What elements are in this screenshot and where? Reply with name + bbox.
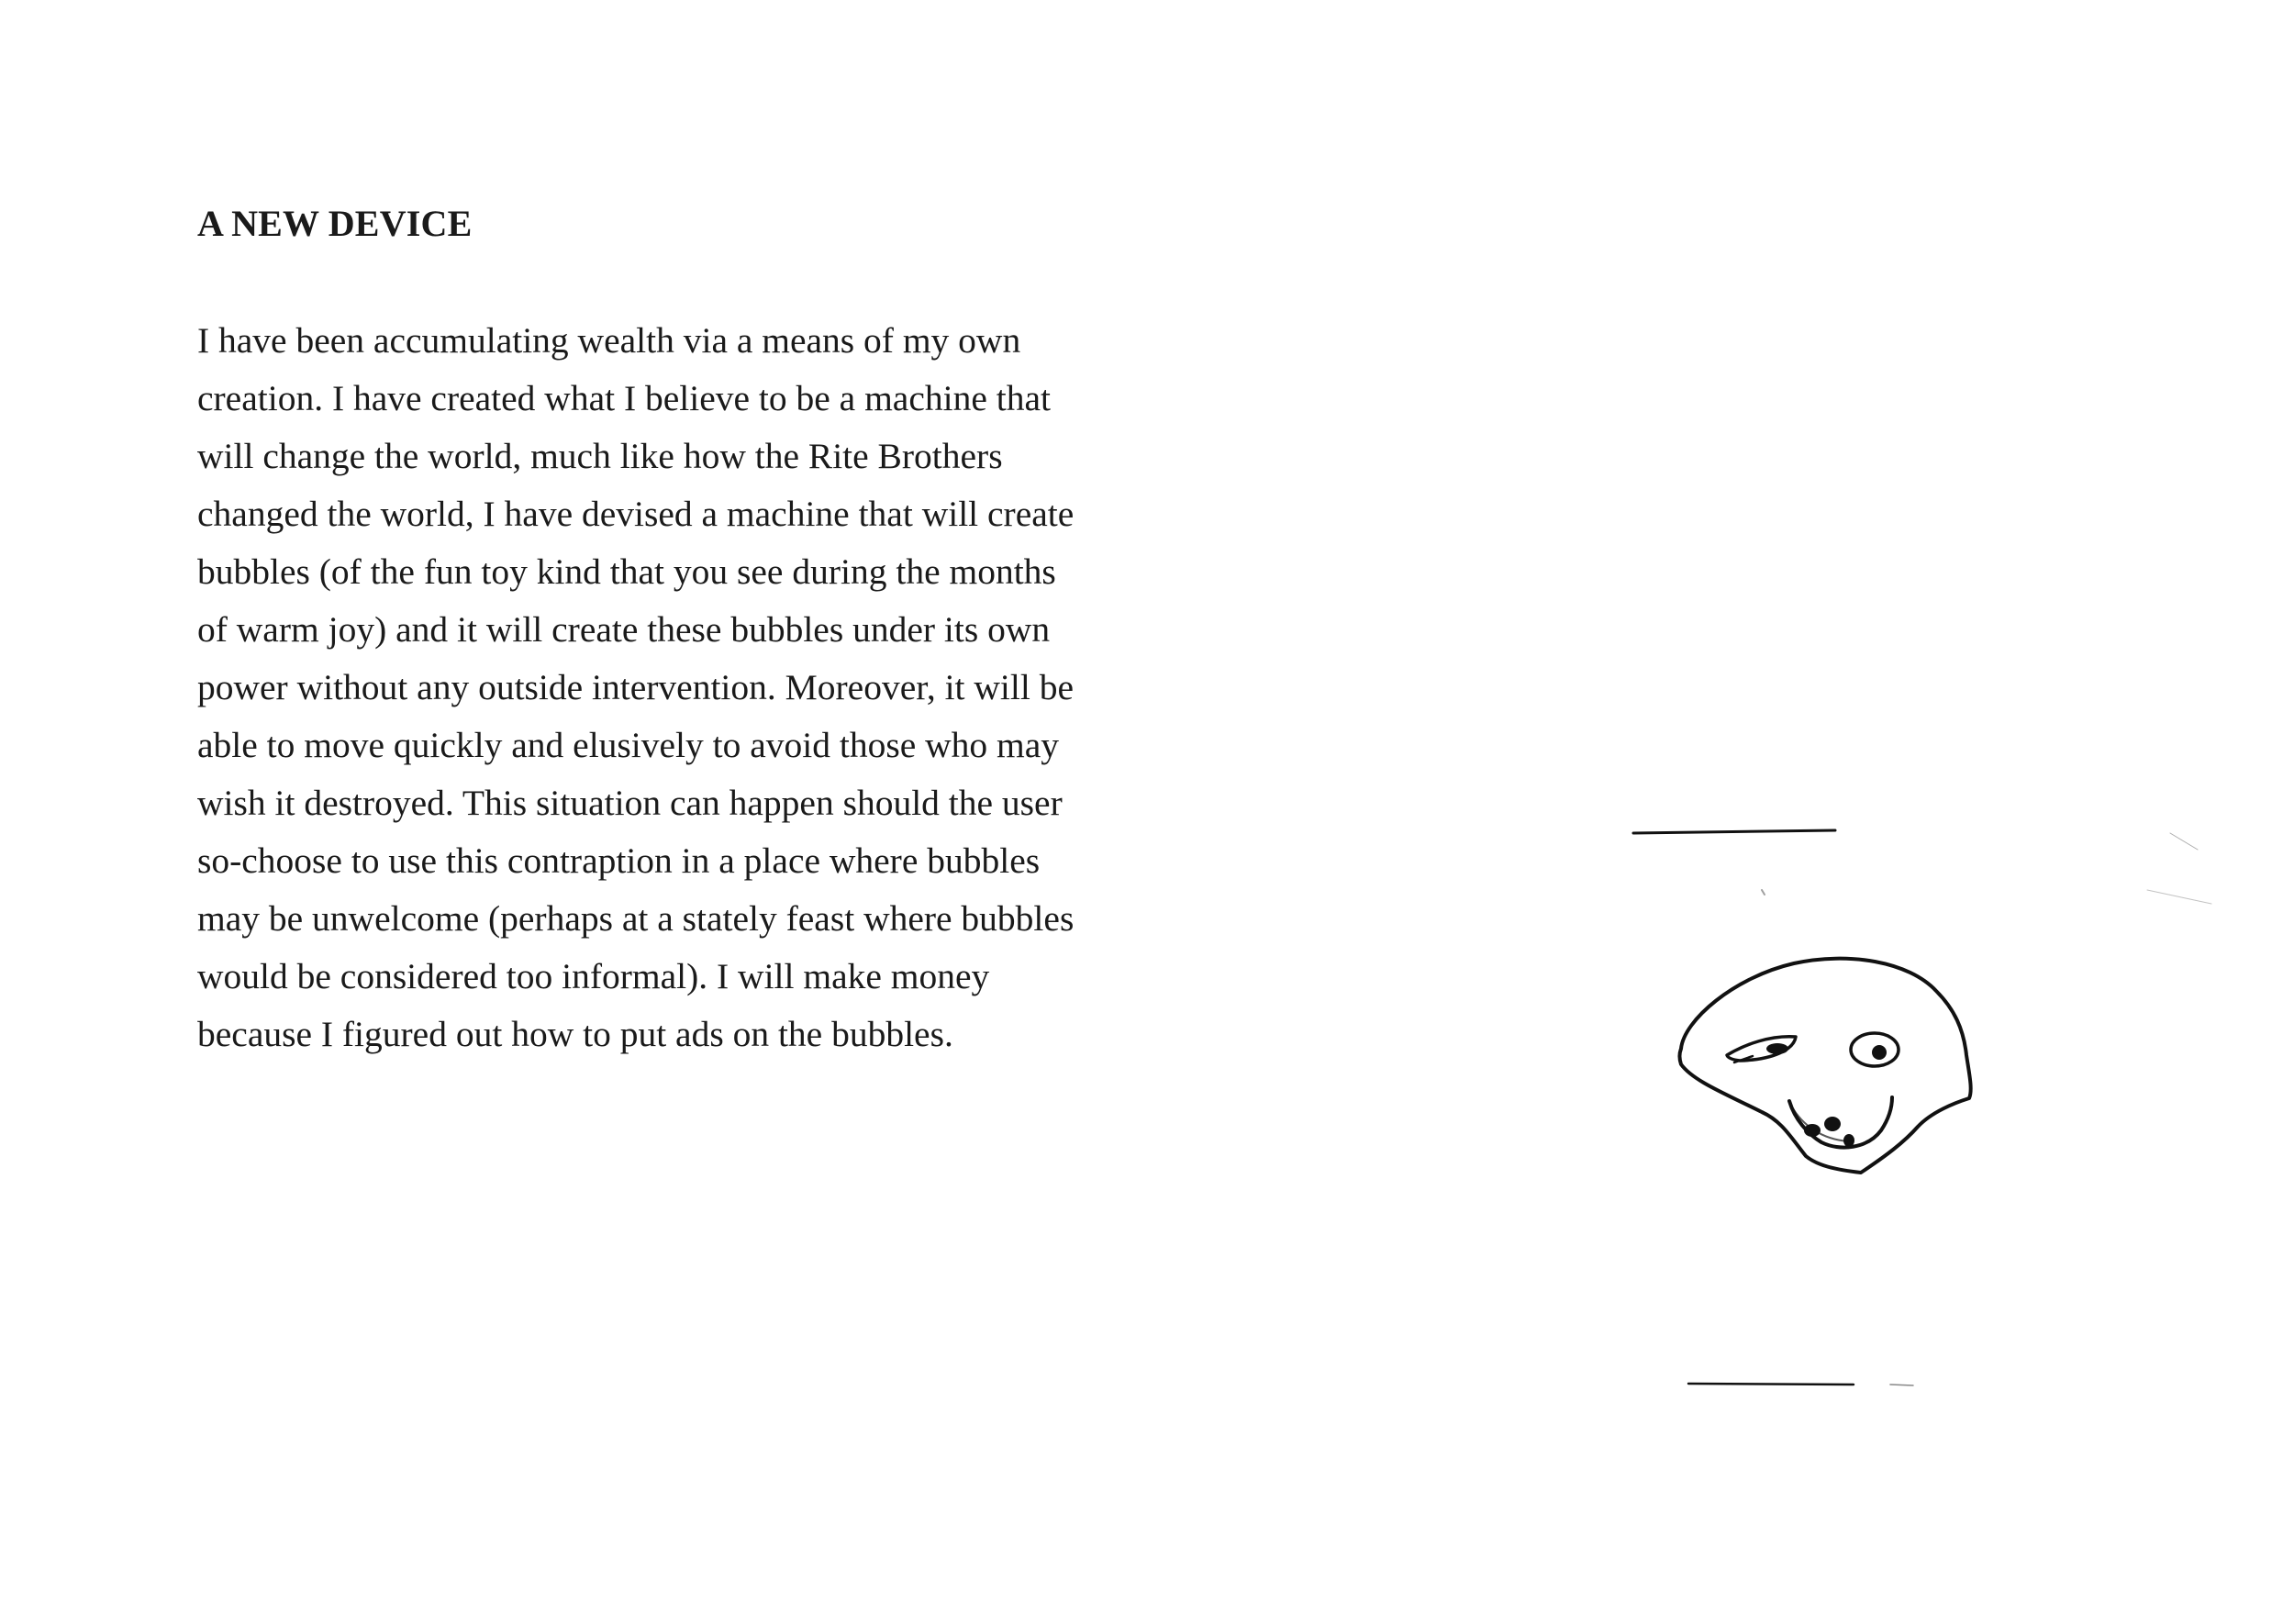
scan-mark-top: [1633, 830, 1835, 833]
body-line: power without any outside intervention. Moreover, it will be: [197, 667, 1075, 707]
scan-mark-right: [2170, 833, 2198, 850]
body-line: so-choose to use this contraption in a place where bubbles: [197, 840, 1041, 881]
body-line: able to move quickly and elusively to avoid those who may: [197, 725, 1060, 765]
body-line: changed the world, I have devised a machine that will create: [197, 494, 1075, 534]
smiling-face-sketch-icon: [1321, 789, 2239, 1413]
body-line: because I figured out how to put ads on the bubbles.: [197, 1014, 953, 1054]
scan-speck: [1762, 890, 1765, 895]
body-line: would be considered too informal). I will make money: [197, 956, 990, 996]
body-line: wish it destroyed. This situation can happen should the user: [197, 783, 1063, 823]
nose-dot-right: [1824, 1117, 1841, 1131]
face-outline: [1680, 959, 1971, 1173]
body-line: bubbles (of the fun toy kind that you see during the months: [197, 551, 1056, 592]
scan-mark-right-2: [2147, 890, 2211, 904]
page-title: A NEW DEVICE: [197, 203, 473, 244]
body-line: creation. I have created what I believe to be a machine that: [197, 378, 1051, 418]
body-paragraph: [197, 312, 1115, 1063]
body-line: will change the world, much like how the Rite Brothers: [197, 436, 1003, 476]
right-pupil: [1872, 1045, 1887, 1060]
body-line: of warm joy) and it will create these bubbles under its own: [197, 609, 1051, 650]
body-line: may be unwelcome (perhaps at a stately feast where bubbles: [197, 898, 1075, 939]
scan-mark-bottom: [1688, 1384, 1854, 1385]
left-pupil: [1766, 1043, 1788, 1054]
body-line: I have been accumulating wealth via a means of my own: [197, 320, 1021, 361]
